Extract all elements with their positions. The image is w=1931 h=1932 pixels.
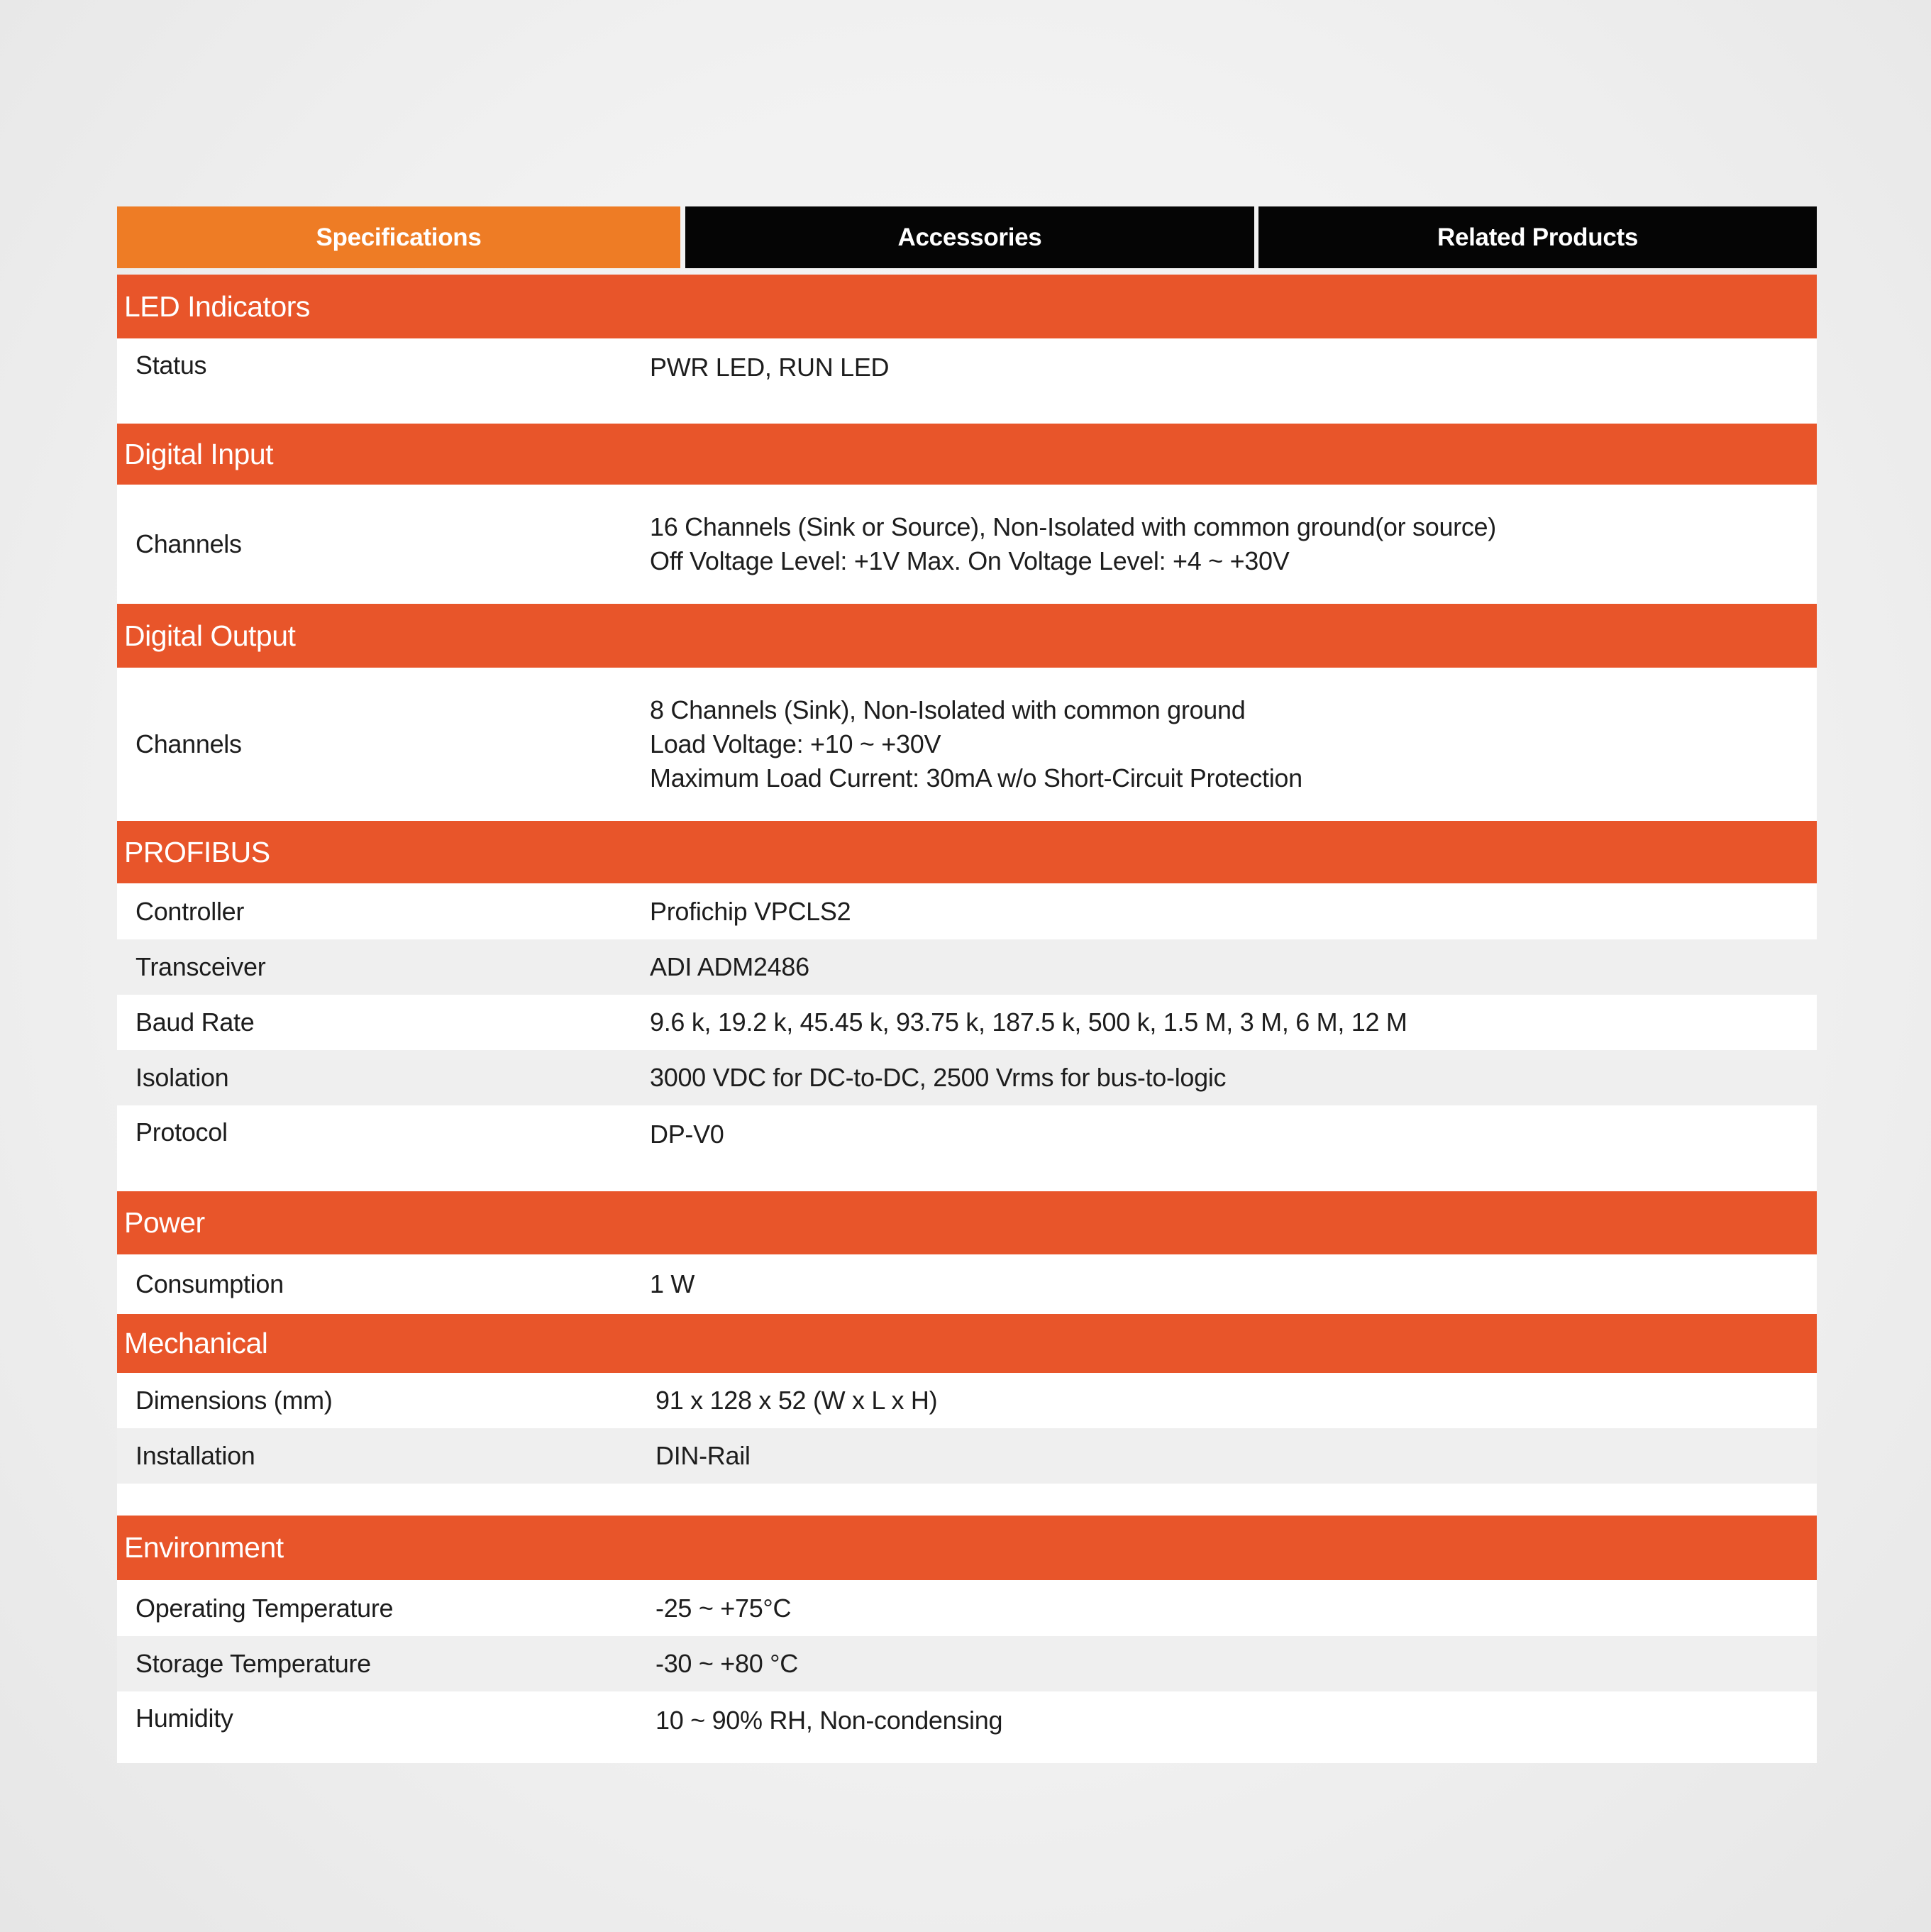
spec-label: Channels (135, 729, 242, 758)
spec-value-line: -30 ~ +80 °C (655, 1649, 798, 1678)
spec-row (117, 1580, 1817, 1636)
spec-row (117, 668, 1817, 821)
spec-value (650, 350, 1817, 385)
spec-value (650, 1061, 1817, 1095)
spec-value (650, 895, 1817, 929)
spec-row (117, 1105, 1817, 1191)
spec-value (650, 1005, 1817, 1039)
spec-row (117, 338, 1817, 424)
spec-label: Humidity (135, 1704, 233, 1733)
spec-label: Consumption (135, 1269, 284, 1298)
spec-value-line: 9.6 k, 19.2 k, 45.45 k, 93.75 k, 187.5 k, 500 k, 1.5 M, 3 M, 6 M, 12 M (650, 1008, 1407, 1037)
spec-value-line: 8 Channels (Sink), Non-Isolated with common ground (650, 695, 1246, 724)
spec-value (650, 1267, 1817, 1301)
section-header: Power (117, 1191, 1817, 1254)
tab-bar (117, 206, 1817, 268)
spec-value (650, 1384, 1817, 1418)
section-header: LED Indicators (117, 275, 1817, 338)
section-header: Digital Output (117, 604, 1817, 668)
spec-row (117, 1254, 1817, 1314)
spec-row (117, 1050, 1817, 1105)
spec-row (117, 995, 1817, 1050)
spec-row (117, 1373, 1817, 1428)
spec-value-line: 91 x 128 x 52 (W x L x H) (655, 1386, 938, 1415)
spec-row (117, 1636, 1817, 1691)
section-gap (117, 268, 1817, 275)
spec-label: Dimensions (mm) (135, 1386, 333, 1415)
spec-value (650, 693, 1817, 795)
spec-value-line: ADI ADM2486 (650, 952, 809, 981)
spec-value-line: Load Voltage: +10 ~ +30V (650, 729, 941, 758)
spec-label: Transceiver (135, 952, 266, 981)
spec-value-line: 1 W (650, 1269, 695, 1298)
spec-value (650, 510, 1817, 578)
spec-label: Controller (135, 896, 245, 926)
spec-value-line: 10 ~ 90% RH, Non-condensing (655, 1706, 1003, 1735)
spec-label: Operating Temperature (135, 1593, 394, 1623)
spec-table (117, 268, 1817, 1763)
spec-label: Baud Rate (135, 1008, 255, 1037)
spec-value-line: Profichip VPCLS2 (650, 896, 851, 926)
spec-label: Isolation (135, 1063, 229, 1092)
section-header: PROFIBUS (117, 821, 1817, 883)
tab-accessories[interactable]: Accessories (685, 206, 1254, 268)
spec-value (650, 950, 1817, 984)
spec-label: Protocol (135, 1117, 228, 1147)
spec-row (117, 485, 1817, 604)
section-header: Mechanical (117, 1314, 1817, 1373)
spec-row (117, 883, 1817, 939)
spec-row (117, 1428, 1817, 1484)
tab-related-products[interactable]: Related Products (1258, 206, 1817, 268)
spec-value (650, 1591, 1817, 1625)
section-spacer (117, 1484, 1817, 1516)
spec-value-line: 16 Channels (Sink or Source), Non-Isolated with common ground(or source) (650, 512, 1496, 541)
spec-value (650, 1439, 1817, 1473)
spec-value-line: 3000 VDC for DC-to-DC, 2500 Vrms for bus-to-logic (650, 1063, 1227, 1092)
spec-value (650, 1647, 1817, 1681)
spec-value-line: Off Voltage Level: +1V Max. On Voltage Level: +4 ~ +30V (650, 546, 1290, 575)
spec-label: Storage Temperature (135, 1649, 371, 1678)
section-header: Environment (117, 1516, 1817, 1580)
spec-value-line: DP-V0 (650, 1120, 724, 1149)
spec-value (650, 1704, 1817, 1738)
spec-label: Channels (135, 529, 242, 558)
spec-value (650, 1117, 1817, 1152)
spec-value-line: DIN-Rail (655, 1441, 751, 1470)
tab-specifications[interactable]: Specifications (117, 206, 680, 268)
spec-row (117, 939, 1817, 995)
spec-row (117, 1691, 1817, 1763)
spec-value-line: Maximum Load Current: 30mA w/o Short-Circuit Protection (650, 763, 1302, 793)
spec-panel (117, 206, 1817, 1763)
section-header: Digital Input (117, 424, 1817, 485)
spec-value-line: PWR LED, RUN LED (650, 353, 890, 382)
spec-label: Installation (135, 1441, 255, 1470)
spec-value-line: -25 ~ +75°C (655, 1593, 792, 1623)
spec-label: Status (135, 350, 207, 380)
